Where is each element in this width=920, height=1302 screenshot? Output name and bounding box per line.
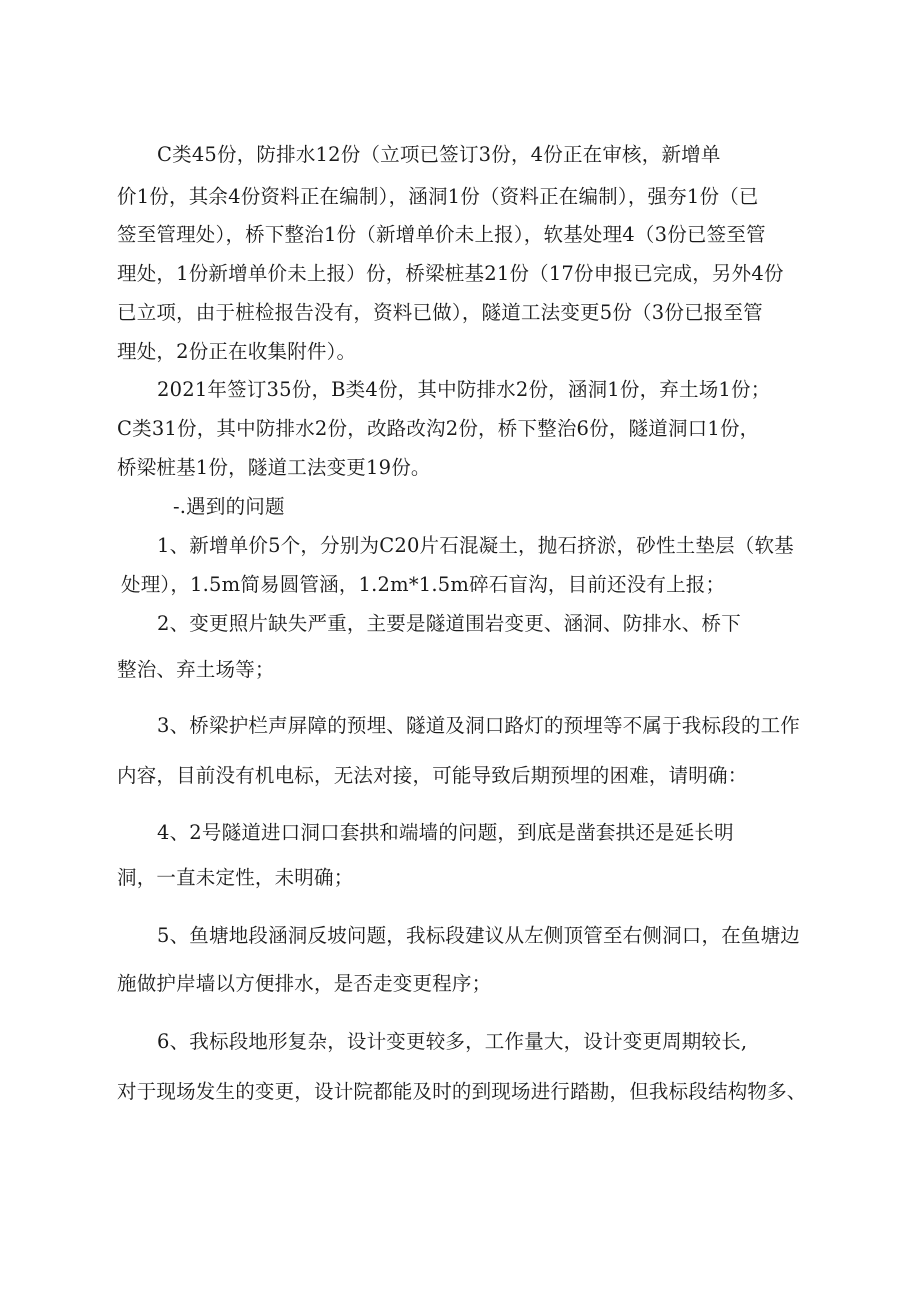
text-line: 价1份，其余4份资料正在编制），涵洞1份（资料正在编制），强夯1份（已 [117,185,759,208]
text-line: 理处，1份新增单价未上报）份，桥梁桩基21份（17份申报已完成，另外4份 [117,262,784,285]
text-line: 2、变更照片缺失严重，主要是隧道围岩变更、涵洞、防排水、桥下 [157,612,741,635]
text-line: C类45份，防排水12份（立项已签订3份，4份正在审核，新增单 [157,143,721,166]
text-line: C类31份，其中防排水2份，改路改沟2份，桥下整治6份，隧道洞口1份， [117,417,760,440]
text-line: 3、桥梁护栏声屏障的预埋、隧道及洞口路灯的预埋等不属于我标段的工作 [157,714,801,737]
text-line: 2021年签订35份，B类4份，其中防排水2份，涵洞1份，弃土场1份； [157,378,771,401]
text-line: 6、我标段地形复杂，设计变更较多，工作量大，设计变更周期较长, [157,1030,748,1053]
text-line: 对于现场发生的变更，设计院都能及时的到现场进行踏勘，但我标段结构物多、 [117,1080,807,1103]
text-line: 理处，2份正在收集附件）。 [117,340,357,363]
text-line: 洞，一直未定性，未明确； [117,866,354,889]
text-line: 1、新增单价5个，分别为C20片石混凝土，抛石挤淤，砂性土垫层（软基 [157,534,794,557]
text-line: 施做护岸墙以方便排水，是否走变更程序； [117,972,492,995]
text-line: 桥梁桩基1份，隧道工法变更19份。 [117,456,431,479]
text-line: 处理），1.5m简易圆管涵，1.2m*1.5m碎石盲沟，目前还没有上报； [121,573,726,596]
text-line: 已立项，由于桩检报告没有，资料已做），隧道工法变更5份（3份已报至管 [117,301,763,324]
text-line: 4、2号隧道进口洞口套拱和端墙的问题，到底是凿套拱还是延长明 [157,821,734,844]
text-line: 签至管理处），桥下整治1份（新增单价未上报），软基处理4（3份已签至管 [117,223,766,246]
section-heading: -.遇到的问题 [173,495,285,518]
text-line: 5、鱼塘地段涵洞反坡问题，我标段建议从左侧顶管至右侧洞口，在鱼塘边 [157,924,801,947]
text-line: 内容，目前没有机电标，无法对接，可能导致后期预埋的困难，请明确： [117,764,748,787]
text-line: 整治、弃土场等； [117,658,275,681]
